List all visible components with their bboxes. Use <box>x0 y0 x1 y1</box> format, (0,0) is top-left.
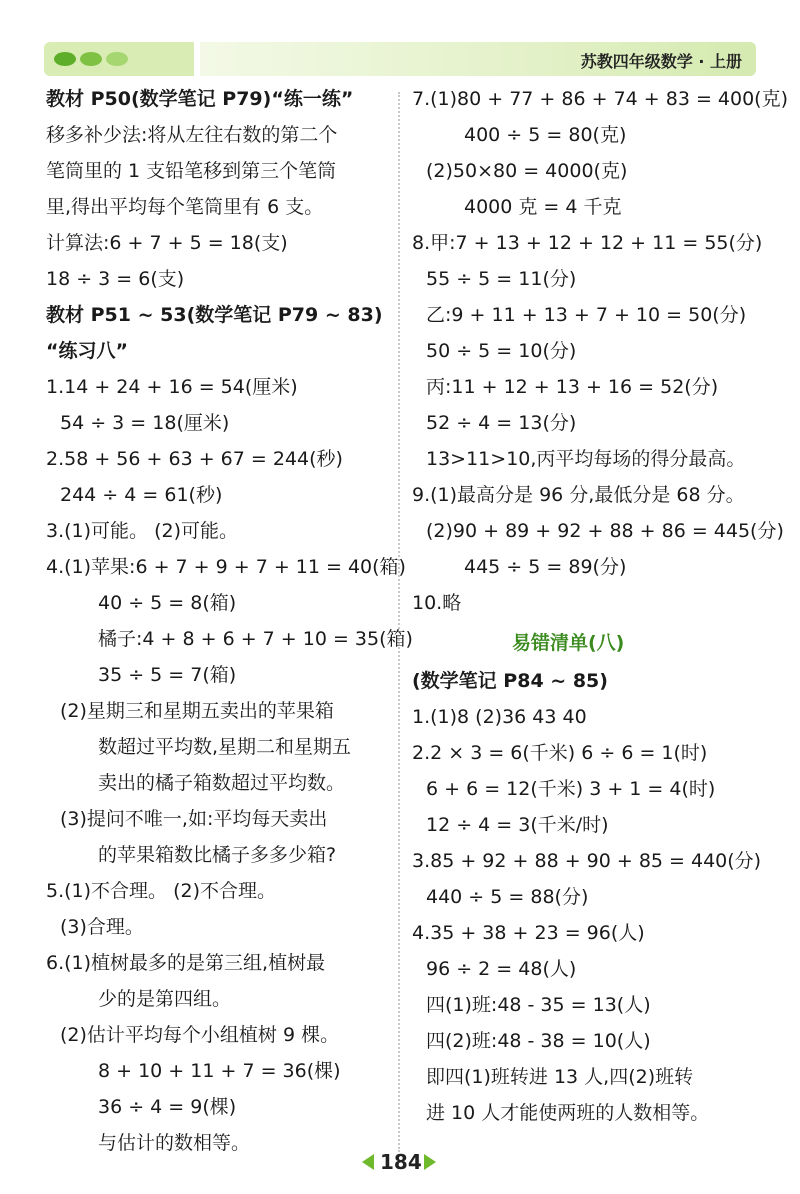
section-heading: 教材 P50(数学笔记 P79)“练一练” <box>46 88 354 110</box>
answer-line: 与估计的数相等。 <box>98 1132 251 1154</box>
answer-line: 5.(1)不合理。 (2)不合理。 <box>46 880 276 902</box>
answer-line: 乙:9 + 11 + 13 + 7 + 10 = 50(分) <box>426 304 747 326</box>
answer-line: 12 ÷ 4 = 3(千米/时) <box>426 814 609 836</box>
error-list-heading: 易错清单(八) <box>512 632 625 654</box>
answer-line: 35 ÷ 5 = 7(箱) <box>98 664 237 686</box>
column-divider <box>398 92 400 1152</box>
answer-line: (3)合理。 <box>60 916 144 938</box>
header-decoration <box>44 42 194 76</box>
answer-line: 1.14 + 24 + 16 = 54(厘米) <box>46 376 298 398</box>
answer-line: 橘子:4 + 8 + 6 + 7 + 10 = 35(箱) <box>98 628 413 650</box>
text-line: 笔筒里的 1 支铅笔移到第三个笔筒 <box>46 160 337 182</box>
answer-line: 2.2 × 3 = 6(千米) 6 ÷ 6 = 1(时) <box>412 742 708 764</box>
next-page-arrow-icon <box>424 1154 436 1170</box>
text-line: 移多补少法:将从左往右数的第二个 <box>46 124 338 146</box>
answer-line: 52 ÷ 4 = 13(分) <box>426 412 577 434</box>
answer-line: 8 + 10 + 11 + 7 = 36(棵) <box>98 1060 341 1082</box>
answer-line: 少的是第四组。 <box>98 988 232 1010</box>
text-line: 里,得出平均每个笔筒里有 6 支。 <box>46 196 324 218</box>
answer-line: (2)估计平均每个小组植树 9 棵。 <box>60 1024 340 1046</box>
answer-line: 进 10 人才能使两班的人数相等。 <box>426 1102 710 1124</box>
answer-line: (2)90 + 89 + 92 + 88 + 86 = 445(分) <box>426 520 784 542</box>
answer-line: 55 ÷ 5 = 11(分) <box>426 268 577 290</box>
answer-line: 4000 克 = 4 千克 <box>464 196 622 218</box>
answer-line: 7.(1)80 + 77 + 86 + 74 + 83 = 400(克) <box>412 88 789 110</box>
answer-line: 4.35 + 38 + 23 = 96(人) <box>412 922 645 944</box>
answer-line: 400 ÷ 5 = 80(克) <box>464 124 627 146</box>
answer-line: 4.(1)苹果:6 + 7 + 9 + 7 + 11 = 40(箱) <box>46 556 406 578</box>
answer-line: 即四(1)班转进 13 人,四(2)班转 <box>426 1066 694 1088</box>
page-number: 184 <box>380 1150 422 1174</box>
section-heading: (数学笔记 P84 ~ 85) <box>412 670 608 692</box>
answer-line: 四(2)班:48 - 38 = 10(人) <box>426 1030 651 1052</box>
text-line: 计算法:6 + 7 + 5 = 18(支) <box>46 232 288 254</box>
text-line: 18 ÷ 3 = 6(支) <box>46 268 185 290</box>
answer-line: 96 ÷ 2 = 48(人) <box>426 958 577 980</box>
answer-line: 36 ÷ 4 = 9(棵) <box>98 1096 237 1118</box>
answer-line: (3)提问不唯一,如:平均每天卖出 <box>60 808 328 830</box>
section-heading: 教材 P51 ~ 53(数学笔记 P79 ~ 83) <box>46 304 383 326</box>
answer-line: 50 ÷ 5 = 10(分) <box>426 340 577 362</box>
section-heading: “练习八” <box>46 340 128 362</box>
answer-line: 卖出的橘子箱数超过平均数。 <box>98 772 346 794</box>
answer-line: (2)星期三和星期五卖出的苹果箱 <box>60 700 334 722</box>
answer-line: 丙:11 + 12 + 13 + 16 = 52(分) <box>426 376 719 398</box>
answer-line: 440 ÷ 5 = 88(分) <box>426 886 589 908</box>
answer-line: 9.(1)最高分是 96 分,最低分是 68 分。 <box>412 484 745 506</box>
answer-line: 244 ÷ 4 = 61(秒) <box>60 484 223 506</box>
answer-line: 2.58 + 56 + 63 + 67 = 244(秒) <box>46 448 343 470</box>
answer-line: 四(1)班:48 - 35 = 13(人) <box>426 994 651 1016</box>
answer-line: 3.85 + 92 + 88 + 90 + 85 = 440(分) <box>412 850 762 872</box>
answer-line: 13>11>10,丙平均每场的得分最高。 <box>426 448 746 470</box>
header-dot <box>106 52 128 66</box>
answer-line: 445 ÷ 5 = 89(分) <box>464 556 627 578</box>
answer-line: 6 + 6 = 12(千米) 3 + 1 = 4(时) <box>426 778 716 800</box>
prev-page-arrow-icon <box>362 1154 374 1170</box>
answer-line: 的苹果箱数比橘子多多少箱? <box>98 844 337 866</box>
header-bar <box>200 42 756 76</box>
header-dot <box>80 52 102 66</box>
header-dot <box>54 52 76 66</box>
answer-line: 1.(1)8 (2)36 43 40 <box>412 706 587 728</box>
answer-line: 54 ÷ 3 = 18(厘米) <box>60 412 230 434</box>
answer-line: 数超过平均数,星期二和星期五 <box>98 736 352 758</box>
answer-line: (2)50×80 = 4000(克) <box>426 160 628 182</box>
answer-line: 10.略 <box>412 592 462 614</box>
answer-line: 6.(1)植树最多的是第三组,植树最 <box>46 952 326 974</box>
answer-line: 3.(1)可能。 (2)可能。 <box>46 520 238 542</box>
answer-line: 40 ÷ 5 = 8(箱) <box>98 592 237 614</box>
answer-line: 8.甲:7 + 13 + 12 + 12 + 11 = 55(分) <box>412 232 763 254</box>
book-title: 苏教四年级数学 · 上册 <box>580 52 742 71</box>
